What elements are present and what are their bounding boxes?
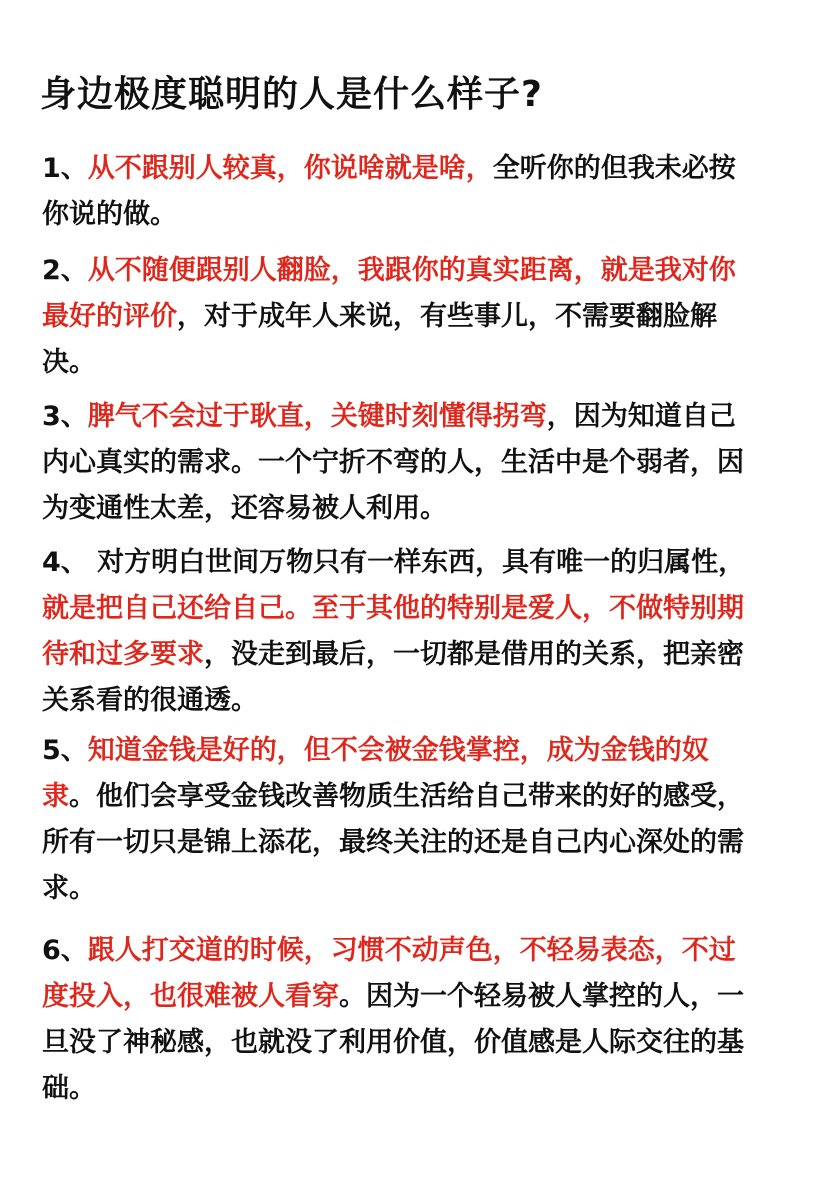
item-highlight: 就是把自己还给自己。至于其他的特别是爱人，不做特别期待和过多要求: [42, 593, 744, 670]
item-segment: 3、: [42, 401, 88, 432]
item-highlight: 知道金钱是好的，但不会被金钱掌控，成为金钱的奴隶: [42, 735, 709, 812]
list-item-4: [42, 540, 762, 724]
item-segment: 。因为一个轻易被人掌控的人，一旦没了神秘感，也就没了利用价值，价值感是人际交往的基础。: [42, 981, 744, 1104]
item-segment: 全听你的但我未必按你说的做。: [42, 153, 736, 230]
list-item-1: [42, 146, 762, 238]
list-item-6: [42, 928, 762, 1112]
item-segment: ，因为知道自己内心真实的需求。一个宁折不弯的人，生活中是个弱者，因为变通性太差，还容易被人利用。: [42, 401, 744, 524]
item-segment: 2、: [42, 255, 88, 286]
page-title: 身边极度聪明的人是什么样子?: [40, 74, 543, 115]
item-segment: ，没走到最后，一切都是借用的关系，把亲密关系看的很通透。: [42, 639, 744, 716]
item-segment: 1、: [42, 153, 88, 184]
item-segment: 6、: [42, 935, 88, 966]
item-highlight: 从不跟别人较真，你说啥就是啥，: [87, 153, 493, 184]
list-item-2: [42, 248, 762, 386]
list-item-3: [42, 394, 762, 532]
item-segment: ，对于成年人来说，有些事儿，不需要翻脸解决。: [42, 301, 717, 378]
item-segment: 。他们会享受金钱改善物质生活给自己带来的好的感受，所有一切只是锦上添花，最终关注的还是自己内心深处的需求。: [42, 781, 744, 904]
item-highlight: 从不随便跟别人翻脸，我跟你的真实距离，就是我对你最好的评价: [42, 255, 736, 332]
item-highlight: 跟人打交道的时候，习惯不动声色，不轻易表态，不过度投入，也很难被人看穿: [42, 935, 736, 1012]
item-highlight: 脾气不会过于耿直，关键时刻懂得拐弯: [87, 401, 547, 432]
item-segment: 5、: [42, 735, 88, 766]
list-item-5: [42, 728, 762, 912]
item-segment: 4、 对方明白世间万物只有一样东西，具有唯一的归属性，: [42, 547, 746, 578]
